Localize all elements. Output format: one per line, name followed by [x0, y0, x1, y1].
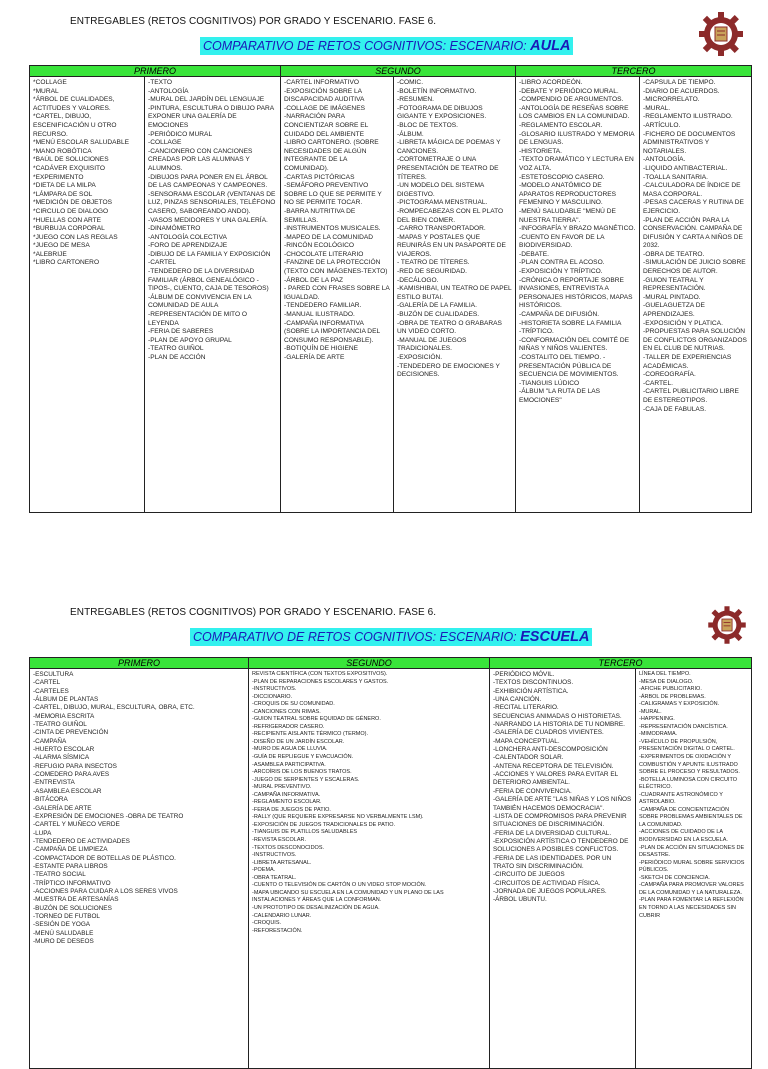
list-item: -CARTEL Y MUÑECO VERDE: [33, 821, 120, 829]
escuela-content-row: [30, 669, 752, 1069]
list-item: *JUEGO DE MESA: [33, 242, 90, 250]
list-item: - PARED CON FRASES SOBRE LA IGUALDAD.: [284, 285, 390, 301]
list-item: -CARTEL INFORMATIVO: [284, 79, 359, 86]
list-item: -DIBUJOS PARA PONER EN EL ÁRBOL DE LAS CAMPEONAS Y CAMPEONES.: [148, 173, 268, 190]
list-item: -CIRCUITO DE JUEGOS: [493, 871, 565, 879]
list-item: -PESAS CACERAS Y RUTINA DE EJERCICIO.: [643, 199, 744, 215]
list-item: -VEHÍCULO DE PROPULSIÓN, PRESENTACIÓN DIGITAL O CARTEL.: [639, 738, 735, 753]
list-item: -REGLAMENTO ESCOLAR.: [252, 799, 322, 806]
list-item: -ARCOÍRIS DE LOS BUENOS TRATOS.: [252, 769, 352, 776]
list-item: -ANTENA RECEPTORA DE TELEVISIÓN.: [493, 762, 614, 770]
aula-header-row: [30, 66, 752, 77]
list-item: -MODELO ANATÓMICO DE APARATOS REPRODUCTORES FEMENINO Y MASCULINO.: [519, 182, 617, 207]
list-item: -MENÚ SALUDABLE "MENÚ DE NUESTRA TIERRA".: [519, 207, 616, 224]
list-item: -ESCULTURA: [33, 671, 74, 678]
list-item: -PLAN DE REPARACIONES ESCOLARES Y GASTOS.: [252, 678, 389, 685]
list-item: -ÁRBOL DE LA PAZ: [284, 276, 344, 284]
list-item: -DIARIO DE ACUERDOS.: [643, 87, 720, 95]
list-item: -BUZÓN DE CUALIDADES.: [397, 311, 480, 319]
list-item: -REGLAMENTO ILUSTRADO.: [643, 113, 733, 121]
list-item: *CIRCULO DE DIALOGO: [33, 207, 109, 215]
list-item: -PERIÓDICO MÓVIL.: [493, 671, 555, 678]
list-item: -TEATRO GUIÑOL: [148, 345, 204, 353]
list-item: -CAMPAÑA INFORMATIVA.: [252, 791, 321, 798]
list-item: *MURAL: [33, 87, 59, 95]
list-item: -CARTEL: [33, 679, 61, 687]
list-item: -RECIPIENTE AISLANTE TÉRMICO (TERMO).: [252, 731, 369, 738]
page-escuela: [0, 590, 768, 1024]
list-item: -UN MODELO DEL SISTEMA DIGESTIVO.: [397, 182, 484, 198]
list-item: -SENSORAMA ESCOLAR (VENTANAS DE LUZ, PINZAS SENSORIALES, TELÉFONO CASERO, SABOREANDO ANDO).: [148, 190, 276, 215]
list-item: -ANTOLOGÍA: [148, 87, 189, 95]
list-item: -CAMPAÑA DE DIFUSIÓN.: [519, 311, 600, 319]
list-item: -COSTALITO DEL TIEMPO. -PRESENTACIÓN PÚBLICA DE SECUENCIA DE MOVIMIENTOS.: [519, 354, 619, 379]
list-item: -ÁRBOL DE PROBLEMAS.: [639, 693, 706, 700]
list-item: -MURAL.: [639, 708, 662, 715]
list-item: -TENDEDERO DE EMOCIONES Y DECISIONES.: [397, 362, 500, 379]
list-item: -ENTREVISTA: [33, 779, 75, 787]
list-item: -CARTAS PICTÓRICAS: [284, 173, 355, 181]
list-item: -MUESTRA DE ARTESANÍAS: [33, 896, 119, 904]
escuela-table: [29, 657, 752, 1069]
gear-logo-icon: [694, 8, 748, 60]
col-tercero-2: TERCERO: [490, 658, 752, 669]
list-item: -ACCIONES PARA CUIDAR A LOS SERES VIVOS: [33, 887, 178, 895]
list-item: -MAPEO DE LA COMUNIDAD: [284, 233, 374, 241]
page-header: ENTREGABLES (RETOS COGNITIVOS) POR GRADO Y ESCENARIO. FASE 6.: [70, 16, 437, 27]
list-item: *JUEGO CON LAS REGLAS: [33, 233, 118, 241]
list-item: -MAPA UBICANDO SU ESCUELA EN LA COMUNIDAD Y UN PLANO DE LAS INSTALACIONES Y ÁREAS QUE LA CONFORMAN.: [252, 889, 444, 904]
list-item: -GALERÍA DE ARTE "LAS NIÑAS Y LOS NIÑOS TAMBIÉN HACEMOS DEMOCRACIA".: [493, 796, 632, 812]
list-item: -ANTOLOGÍA COLECTIVA: [148, 233, 227, 241]
list-item: -PLAN DE ACCIÓN EN SITUACIONES DE DESASTRE.: [639, 844, 745, 859]
list-item: -PERIÓDICO MURAL: [148, 130, 213, 138]
list-item: -VASOS MEDIDORES Y UNA GALERÍA.: [148, 216, 268, 224]
list-item: -ALARMA SÍSMICA: [33, 754, 90, 762]
list-item: -TEATRO SOCIAL: [33, 871, 86, 879]
list-item: -BLOC DE TEXTOS.: [397, 121, 458, 129]
list-item: -CALCULADORA DE ÍNDICE DE MASA CORPORAL.: [643, 182, 741, 198]
list-item: -REPRESENTACIÓN DE MITO O LEYENDA: [148, 311, 248, 327]
list-item: -TIANGUIS LÚDICO: [519, 379, 580, 387]
list-item: *CARTEL, DIBUJO, ESCENIFICACIÓN U OTRO RECURSO.: [33, 113, 117, 138]
list-item: -GUION TEATRAL Y REPRESENTACIÓN.: [643, 276, 706, 293]
page-header-2: ENTREGABLES (RETOS COGNITIVOS) POR GRADO Y ESCENARIO. FASE 6.: [70, 607, 437, 618]
list-item: -CARTEL, DIBUJO, MURAL, ESCULTURA, OBRA, ETC.: [33, 704, 195, 712]
list-item: -EXPRESIÓN DE EMOCIONES -OBRA DE TEATRO: [33, 812, 184, 820]
list-item: -EXHIBICIÓN ARTÍSTICA.: [493, 687, 569, 695]
list-item: -FICHERO DE DOCUMENTOS ADMINISTRATIVOS Y NOTARIALES.: [643, 130, 736, 155]
list-item: -MICRORRELATO.: [643, 96, 700, 104]
list-item: *ÁRBOL DE CUALIDADES, ACTITUDES Y VALORES.: [33, 96, 115, 112]
list-item: *ALEBRIJE: [33, 250, 67, 258]
list-item: -TOALLA SANITARIA.: [643, 173, 709, 181]
list-item: -NARRACIÓN PARA CONCIENTIZAR SOBRE EL CUIDADO DEL AMBIENTE: [284, 113, 369, 138]
list-item: -TRÍPTICO INFORMATIVO: [33, 879, 111, 887]
list-item: -LIBRO ACORDEÓN.: [519, 79, 583, 86]
list-item: *MEDICIÓN DE OBJETOS: [33, 199, 113, 207]
list-item: -COMEDERO PARA AVES: [33, 771, 110, 779]
list-item: -BOTIQUÍN DE HIGIENE: [284, 345, 359, 353]
list-item: SECUENCIAS ANIMADAS O HISTORIETAS.: [493, 712, 622, 720]
list-item: -DIBUJO DE LA FAMILIA Y EXPOSICIÓN: [148, 250, 271, 258]
list-item: -ESTETOSCOPIO CASERO.: [519, 173, 605, 181]
aula-segundo-b: [394, 77, 516, 513]
list-item: -FERIA DE JUEGOS DE PATIO.: [252, 806, 331, 813]
list-item: -RED DE SEGURIDAD.: [397, 268, 467, 276]
list-item: -CALENDARIO LUNAR.: [252, 912, 312, 919]
list-item: -FERIA DE SABERES: [148, 328, 214, 336]
escuela-header-row: [30, 658, 752, 669]
list-item: -TEXTO DRAMÁTICO Y LECTURA EN VOZ ALTA.: [519, 156, 634, 172]
list-item: -ROMPECABEZAS CON EL PLATO DEL BIEN COMER.: [397, 207, 504, 224]
list-item: -ACCIONES Y VALORES PARA EVITAR EL DETERIORO AMBIENTAL.: [493, 771, 618, 787]
list-item: -INSTRUCTIVOS.: [252, 686, 297, 693]
list-item: LÍNEA DEL TIEMPO.: [639, 671, 691, 677]
list-item: -TENDEDERO DE LA DIVERSIDAD FAMILIAR (ÁRBOL GENEALÓGICO - TIPOS-, CUENTO, CAJA DE TESOROS): [148, 268, 269, 293]
list-item: *LÁMPARA DE SOL: [33, 190, 93, 198]
list-item: -TALLER DE EXPERIENCIAS ACADÉMICAS.: [643, 354, 732, 370]
list-item: -HAPPENING.: [639, 716, 675, 723]
list-item: -BUZÓN DE SOLUCIONES: [33, 904, 112, 912]
list-item: -COMPACTADOR DE BOTELLAS DE PLÁSTICO.: [33, 854, 176, 862]
gear-logo-icon-2: [704, 602, 750, 648]
list-item: -EXPOSICIÓN ARTÍSTICA O TENDEDERO DE SOLUCIONES A POSIBLES CONFLICTOS.: [493, 837, 629, 854]
col-tercero: TERCERO: [516, 66, 752, 77]
list-item: -CAMPAÑA DE CONCIENTIZACIÓN SOBRE PROBLEMAS AMBIENTALES DE LA COMUNIDAD.: [639, 806, 743, 828]
list-item: -ÁLBUM "LA RUTA DE LAS EMOCIONES": [519, 388, 601, 404]
list-item: -LIQUIDO ANTIBACTERIAL.: [643, 164, 728, 172]
list-item: -BARRA NUTRITIVA DE SEMILLAS.: [284, 207, 356, 224]
list-item: -CHOCOLATE LITERARIO: [284, 250, 364, 258]
banner-prefix: COMPARATIVO DE RETOS COGNITIVOS: ESCENARIO:: [203, 39, 531, 53]
list-item: -ASAMBLEA PARTICIPATIVA.: [252, 761, 326, 768]
list-item: -TRÍPTICO.: [519, 328, 554, 336]
list-item: -REFUGIO PARA INSECTOS: [33, 762, 117, 770]
list-item: -SIMULACIÓN DE JUICIO SOBRE DERECHOS DE AUTOR.: [643, 259, 746, 276]
list-item: -EXPOSICIÓN Y TRÍPTICO.: [519, 268, 603, 276]
list-item: -ARTÍCULO.: [643, 121, 681, 129]
list-item: -PLAN DE ACCIÓN PARA LA CONSERVACIÓN. CAMPAÑA DE DIFUSIÓN Y CARTA A NIÑOS DE 2032.: [643, 216, 743, 250]
list-item: -INFOGRAFÍA Y BRAZO MAGNÉTICO.: [519, 225, 636, 233]
list-item: -EXPOSICIÓN DE JUEGOS TRADICIONALES DE PATIO.: [252, 821, 396, 828]
list-item: *LIBRO CARTONERO: [33, 259, 100, 267]
list-item: -MANUAL DE JUEGOS TRADICIONALES.: [397, 336, 467, 353]
list-item: -NARRANDO LA HISTORIA DE TU NOMBRE.: [493, 721, 625, 729]
list-item: -CAMPAÑA: [33, 737, 67, 745]
list-item: *MANO ROBÓTICA: [33, 147, 92, 155]
list-item: -PLAN PARA FOMENTAR LA REFLEXIÓN EN TORNO A LAS NECESIDADES SIN CUBRIR: [639, 897, 744, 919]
list-item: -DINAMÓMETRO: [148, 225, 201, 233]
aula-segundo-a: [281, 77, 394, 513]
list-item: -CIRCUITOS DE ACTIVIDAD FÍSICA.: [493, 879, 601, 887]
list-item: -FOTOGRAMA DE DIBUJOS GIGANTE Y EXPOSICIONES.: [397, 104, 487, 121]
aula-table: [29, 65, 752, 513]
list-item: -BITÁCORA: [33, 796, 68, 804]
list-item: -FERIA DE LAS IDENTIDADES. POR UN TRATO SIN DISCRIMINACIÓN.: [493, 854, 612, 870]
list-item: -MURO DE AGUA DE LLUVIA.: [252, 746, 328, 753]
list-item: -LIBRETA ARTESANAL.: [252, 859, 312, 866]
list-item: -MENÚ SALUDABLE: [33, 929, 94, 937]
list-item: -FERIA DE CONVIVENCIA.: [493, 787, 572, 795]
list-item: -TIANGUIS DE PLATILLOS SALUDABLES: [252, 829, 358, 836]
list-item: -OBRA DE TEATRO.: [643, 250, 705, 258]
list-item: -CAJA DE FABULAS.: [643, 405, 707, 413]
list-item: -JORNADA DE JUEGOS POPULARES.: [493, 887, 607, 895]
list-item: -LISTA DE COMPROMISOS PARA PREVENIR SITUACIONES DE DISCRIMINACIÓN.: [493, 812, 627, 829]
list-item: -MURAL DEL JARDÍN DEL LENGUAJE: [148, 96, 265, 104]
escuela-tercero-a: [490, 669, 636, 1069]
list-item: -CANCIONES CON RIMAS.: [252, 708, 321, 715]
list-item: -FERIA DE LA DIVERSIDAD CULTURAL.: [493, 829, 612, 837]
list-item: -PLAN DE APOYO GRUPAL: [148, 336, 232, 344]
list-item: -RALLY (QUE REQUIERE EXPRESARSE NO VERBALMENTE LSM).: [252, 814, 424, 821]
list-item: -ASAMBLEA ESCOLAR: [33, 787, 102, 795]
list-item: -LUPA: [33, 829, 52, 837]
list-item: -REFORESTACIÓN.: [252, 927, 303, 934]
list-item: -REFRIGERADOR CASERO.: [252, 723, 325, 730]
list-item: -EXPERIMENTOS DE OXIDACIÓN Y COMBUSTIÓN Y APUNTE ILUSTRADO SOBRE EL PROCESO Y RESULTADOS.: [639, 754, 740, 776]
escuela-segundo: [249, 669, 490, 1069]
list-item: -COLLAGE DE IMÁGENES: [284, 104, 365, 112]
list-item: -DECÁLOGO.: [397, 276, 439, 284]
list-item: - TEATRO DE TÍTERES.: [397, 259, 470, 267]
list-item: -EXPOSICIÓN.: [397, 354, 443, 361]
list-item: -ÁRBOL UBUNTU.: [493, 896, 547, 904]
list-item: -CAMPAÑA PARA PROMOVER VALORES DE LA COMUNIDAD Y LA NATURALEZA.: [639, 882, 744, 896]
list-item: -BOLETÍN INFORMATIVO.: [397, 87, 477, 95]
list-item: -GUÍA DE REPLIEGUE Y EVACUACIÓN.: [252, 754, 354, 761]
list-item: -GALERÍA DE ARTE: [33, 804, 92, 812]
list-item: -CARTEL.: [643, 379, 673, 387]
list-item: -MESA DE DIALOGO.: [639, 678, 694, 685]
list-item: -RECITAL LITERARIO.: [493, 704, 559, 712]
list-item: -INSTRUCTIVOS.: [252, 852, 297, 859]
list-item: -FORO DE APRENDIZAJE: [148, 242, 228, 250]
list-item: -HISTORIETA.: [519, 147, 563, 155]
scenario-banner-2: [190, 628, 592, 646]
list-item: -TEATRO GUIÑOL: [33, 721, 87, 729]
list-item: -COMIC.: [397, 79, 424, 86]
list-item: -ACCIONES DE CUIDADO DE LA BIODIVERSIDAD EN LA ESCUELA.: [639, 829, 728, 844]
list-item: -MIMODRAMA.: [639, 731, 678, 738]
list-item: -COMPENDIO DE ARGUMENTOS.: [519, 96, 624, 104]
list-item: -FANZINE DE LA PROTECCIÓN (TEXTO CON IMÁGENES-TEXTO): [284, 259, 388, 276]
list-item: -CINTA DE PREVENCIÓN: [33, 729, 109, 737]
list-item: -OBRA TEATRAL.: [252, 874, 297, 881]
list-item: -BOTELLA LUMINOSA CON CIRCUITO ELÉCTRICO.: [639, 776, 738, 791]
list-item: -TENDEDERO DE ACTIVIDADES: [33, 837, 130, 845]
list-item: -ANTOLOGÍA DE RESEÑAS SOBRE LOS CAMBIOS EN LA COMUNIDAD.: [519, 104, 630, 121]
col-segundo: SEGUNDO: [281, 66, 516, 77]
list-item: -ÁLBUM DE PLANTAS: [33, 696, 99, 704]
list-item: *MENÚ ESCOLAR SALUDABLE: [33, 139, 130, 147]
list-item: -PERIÓDICO MURAL SOBRE SERVICIOS PÚBLICOS.: [639, 859, 745, 874]
list-item: -CROQUIS.: [252, 920, 282, 927]
list-item: -CARTEL: [148, 259, 177, 267]
list-item: -CARTELES: [33, 687, 69, 695]
banner-scenario: AULA: [530, 38, 571, 54]
list-item: -GUELAGUETZA DE APRENDIZAJES.: [643, 302, 705, 319]
list-item: -CAMPAÑA DE LIMPIEZA: [33, 846, 108, 854]
list-item: *BURBUJA CORPORAL: [33, 225, 105, 233]
list-item: -UN PROTOTIPO DE DESALINIZACIÓN DE AGUA.: [252, 904, 380, 911]
list-item: -PROPUESTAS PARA SOLUCIÓN DE CONFLICTOS ORGANIZADOS EN EL CLUB DE NUTRIAS.: [643, 328, 747, 353]
list-item: -LIBRO CARTONERO. (SOBRE NECESIDADES DE ALGÚN INTEGRANTE DE LA COMUNIDAD).: [284, 139, 379, 172]
list-item: -MURAL.: [643, 104, 671, 112]
list-item: -CAPSULA DE TIEMPO.: [643, 79, 716, 86]
list-item: -MAPAS Y POSTALES QUE REUNIRÁS EN UN PASAPORTE DE VIAJEROS.: [397, 233, 506, 258]
list-item: -REGLAMENTO ESCOLAR.: [519, 121, 603, 129]
escuela-tercero-b: [636, 669, 752, 1069]
list-item: -PICTOGRAMA MENSTRUAL.: [397, 199, 488, 207]
col-primero: PRIMERO: [30, 66, 281, 77]
list-item: -ANTOLOGÍA.: [643, 156, 686, 164]
list-item: -DISEÑO DE UN JARDÍN ESCOLAR.: [252, 738, 345, 745]
list-item: -CONFORMACIÓN DEL COMITÉ DE NIÑAS Y NIÑOS VALIENTES.: [519, 336, 630, 353]
list-item: -ÁLBUM.: [397, 130, 424, 138]
list-item: -COLLAGE: [148, 139, 182, 147]
list-item: -SEMÁFORO PREVENTIVO SOBRE LO QUE SE PERMITE Y NO SE PERMITE TOCAR.: [284, 182, 382, 207]
aula-tercero-a: [516, 77, 640, 513]
list-item: -CRÓNICA O REPORTAJE SOBRE INVASIONES, ENTREVISTA A PERSONAJES HISTÓRICOS, MAPAS HISTÓRICOS.: [519, 276, 633, 310]
list-item: -EXPOSICIÓN SOBRE LA DISCAPACIDAD AUDITIVA: [284, 87, 365, 104]
scenario-banner: [200, 37, 573, 55]
banner-scenario-2: ESCUELA: [520, 629, 590, 645]
list-item: -ESTANTE PARA LIBROS: [33, 862, 108, 870]
list-item: -CARTEL PUBLICITARIO LIBRE DE ESTEREOTIPOS.: [643, 388, 739, 404]
list-item: -LIBRETA MÁGICA DE POEMAS Y CANCIONES.: [397, 139, 501, 155]
list-item: -CUENTO EN FAVOR DE LA BIODIVERSIDAD.: [519, 233, 605, 250]
list-item: REVISTA CIENTÍFICA (CON TEXTOS EXPOSITIVOS).: [252, 671, 388, 677]
col-segundo-2: SEGUNDO: [249, 658, 490, 669]
list-item: -MURAL PREVENTIVO.: [252, 784, 312, 791]
list-item: -DEBATE Y PERIÓDICO MURAL.: [519, 87, 619, 95]
list-item: -TENDEDERO FAMILIAR.: [284, 302, 362, 310]
list-item: *DIETA DE LA MILPA: [33, 182, 96, 190]
list-item: -SESIÓN DE YOGA: [33, 921, 91, 929]
list-item: -JUEGO DE SERPIENTES Y ESCALERAS.: [252, 776, 360, 783]
list-item: *HUELLAS CON ARTE: [33, 216, 102, 224]
list-item: -CORTOMETRAJE O UNA PRESENTACIÓN DE TEATRO DE TÍTERES.: [397, 156, 499, 181]
list-item: -INSTRUMENTOS MUSICALES.: [284, 225, 381, 233]
list-item: -DEBATE.: [519, 250, 549, 258]
list-item: -RESUMEN.: [397, 96, 435, 104]
list-item: -GALERÍA DE LA FAMILIA.: [397, 302, 477, 310]
list-item: *CADÁVER EXQUISITO: [33, 164, 106, 172]
list-item: *EXPERIMENTO: [33, 173, 84, 181]
list-item: -REPRESENTACIÓN DANCÍSTICA.: [639, 723, 728, 730]
list-item: -MAPA CONCEPTUAL.: [493, 737, 560, 745]
list-item: -MEMORIA ESCRITA: [33, 712, 95, 720]
list-item: -TORNEO DE FUTBOL: [33, 912, 100, 920]
list-item: -GALERÍA DE CUADROS VIVIENTES.: [493, 729, 604, 737]
list-item: -REVISTA ESCOLAR.: [252, 837, 306, 844]
list-item: -MURAL PINTADO.: [643, 293, 701, 301]
list-item: -CUADRANTE ASTRONÓMICO Y ASTROLABIO.: [639, 791, 723, 806]
list-item: -GALERÍA DE ARTE: [284, 354, 345, 361]
banner-prefix-2: COMPARATIVO DE RETOS COGNITIVOS: ESCENARIO:: [193, 630, 521, 644]
list-item: -CAMPAÑA INFORMATIVA (SOBRE LA IMPORTANCIA DEL CONSUMO RESPONSABLE).: [284, 319, 380, 344]
list-item: -EXPOSICIÓN Y PLATICA.: [643, 319, 723, 327]
list-item: -TEXTOS DISCONTINUOS.: [493, 679, 574, 687]
list-item: -HUERTO ESCOLAR: [33, 746, 95, 754]
list-item: *COLLAGE: [33, 79, 67, 86]
aula-tercero-b: [640, 77, 752, 513]
list-item: -CANCIONERO CON CANCIONES CREADAS POR LAS ALUMNAS Y ALUMNOS.: [148, 147, 253, 172]
list-item: -ÁLBUM DE CONVIVENCIA EN LA COMUNIDAD DE AULA: [148, 293, 252, 310]
list-item: -PINTURA, ESCULTURA O DIBUJO PARA EXPONER UNA GALERÍA DE EMOCIONES: [148, 104, 274, 129]
list-item: -HISTORIETA SOBRE LA FAMILIA: [519, 319, 622, 327]
list-item: -LONCHERA ANTI-DESCOMPOSICIÓN: [493, 746, 608, 754]
aula-primero-a: [30, 77, 145, 513]
aula-content-row: [30, 77, 752, 513]
list-item: -UNA CANCIÓN.: [493, 696, 542, 704]
list-item: -CUENTO O TELEVISIÓN DE CARTÓN O UN VIDEO STOP MOCIÓN.: [252, 882, 427, 889]
list-item: -POEMA.: [252, 867, 276, 874]
list-item: -COREOGRAFÍA.: [643, 371, 696, 379]
list-item: -AFICHE PUBLICITARIO.: [639, 686, 702, 693]
list-item: -PLAN CONTRA EL ACOSO.: [519, 259, 605, 267]
list-item: -MURO DE DESEOS: [33, 938, 94, 945]
list-item: -GLOSARIO ILUSTRADO Y MEMORIA DE LENGUAS.: [519, 130, 635, 147]
list-item: -KAMISHIBAI, UN TEATRO DE PAPEL ESTILO BUTAI.: [397, 285, 512, 301]
list-item: -SKETCH DE CONCIENCIA.: [639, 874, 710, 881]
list-item: -MANUAL ILUSTRADO.: [284, 311, 355, 319]
escuela-primero: [30, 669, 249, 1069]
list-item: -TEXTO: [148, 79, 173, 86]
list-item: -OBRA DE TEATRO O GRABARAS UN VIDEO CORTO.: [397, 319, 502, 336]
col-primero-2: PRIMERO: [30, 658, 249, 669]
list-item: -PLAN DE ACCIÓN: [148, 354, 206, 361]
list-item: -CROQUIS DE SU COMUNIDAD.: [252, 701, 335, 708]
list-item: -GUION TEATRAL SOBRE EQUIDAD DE GÉNERO.: [252, 716, 381, 723]
list-item: -DICCIONARIO.: [252, 693, 293, 700]
list-item: -RINCÓN ECOLÓGICO: [284, 242, 354, 250]
list-item: -CARRO TRANSPORTADOR.: [397, 225, 486, 233]
aula-primero-b: [145, 77, 281, 513]
list-item: *BAÚL DE SOLUCIONES: [33, 156, 109, 164]
list-item: -CALENTADOR SOLAR.: [493, 754, 564, 762]
list-item: -TEXTOS DESCONOCIDOS.: [252, 844, 325, 851]
list-item: -CALIGRAMAS Y EXPOSICIÓN.: [639, 701, 720, 708]
